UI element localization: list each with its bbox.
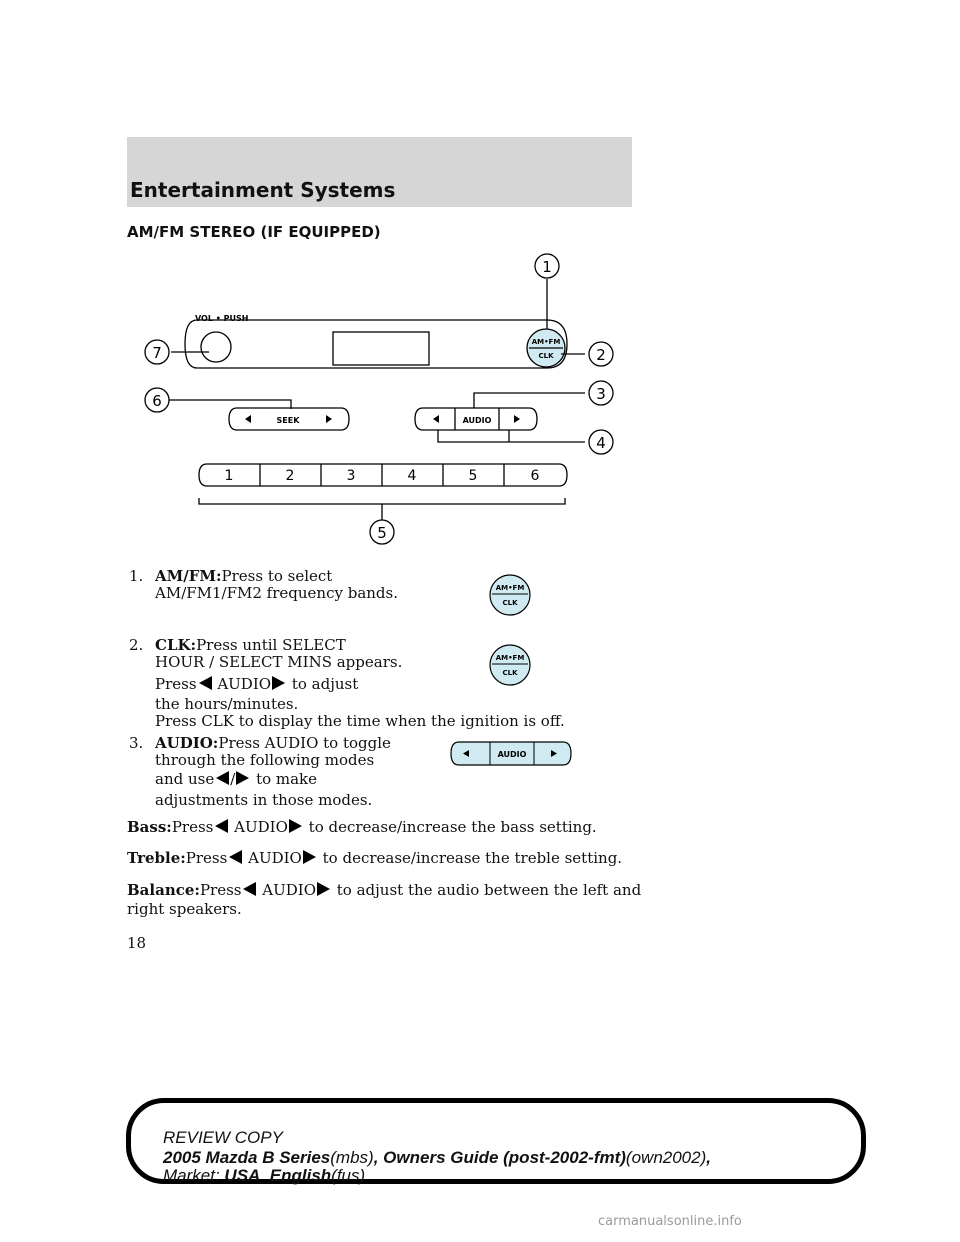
audio-label: AUDIO: [462, 416, 492, 425]
balance-line: Balance:Press AUDIO to adjust the audio between the left and: [127, 881, 642, 899]
svg-text:CLK: CLK: [502, 669, 518, 677]
callout-6: 6: [152, 392, 162, 410]
am-fm-clk-button-icon: [488, 643, 532, 687]
page-header-title: Entertainment Systems: [130, 178, 396, 202]
item2-line4: the hours/minutes.: [155, 695, 299, 713]
footer-review-copy: REVIEW COPY: [163, 1128, 283, 1147]
left-arrow-icon: [213, 818, 229, 834]
item3-line2: through the following modes: [155, 751, 375, 769]
item2-term: CLK:: [155, 636, 197, 654]
preset-bar: [199, 464, 567, 486]
left-arrow-icon: [197, 675, 213, 691]
page-number: 18: [127, 934, 147, 952]
audio-button-icon: [449, 741, 573, 766]
svg-text:AM•FM: AM•FM: [495, 654, 525, 662]
faceplate: [185, 320, 567, 368]
callout-7: 7: [152, 344, 162, 362]
am-fm-label: AM•FM: [531, 338, 561, 346]
item2-line3: Press AUDIO to adjust: [155, 675, 359, 693]
radio-diagram: [127, 246, 632, 556]
item1-term: AM/FM:: [155, 567, 222, 585]
preset-2-button[interactable]: 2: [285, 468, 295, 484]
right-arrow-icon: [235, 770, 251, 786]
item1-line2: AM/FM1/FM2 frequency bands.: [155, 584, 399, 602]
balance-line2: right speakers.: [127, 900, 242, 918]
item3-number: 3.: [129, 734, 144, 752]
bass-line: Bass:Press AUDIO to decrease/increase the bass setting.: [127, 818, 597, 836]
item3-line1: [155, 735, 391, 752]
callout-1: 1: [542, 258, 552, 276]
left-arrow-icon: [227, 849, 243, 865]
footer-market-line: Market: USA_English(fus): [163, 1166, 366, 1185]
preset-1-button[interactable]: 1: [224, 468, 234, 484]
callout-4: 4: [596, 434, 606, 452]
footer-model-line: 2005 Mazda B Series(mbs), Owners Guide (post-2002-fmt)(own2002),: [163, 1148, 711, 1167]
callout-5: 5: [377, 524, 387, 542]
item2-line5: Press CLK to display the time when the ignition is off.: [155, 712, 565, 730]
watermark: carmanualsonline.info: [598, 1214, 742, 1229]
item3-line3: and use / to make: [155, 770, 318, 788]
svg-text:CLK: CLK: [502, 599, 518, 607]
treble-line: Treble:Press AUDIO to decrease/increase the treble setting.: [127, 849, 623, 867]
preset-4-button[interactable]: 4: [407, 468, 417, 484]
right-arrow-icon: [288, 818, 304, 834]
left-arrow-icon: [214, 770, 230, 786]
item2-number: 2.: [129, 636, 144, 654]
preset-6-button[interactable]: 6: [530, 468, 540, 484]
item2-text: Press until SELECT: [196, 636, 346, 654]
am-fm-clk-button-icon: [488, 573, 532, 617]
item1-line1: [155, 568, 332, 585]
vol-push-label: VOL • PUSH: [195, 314, 249, 323]
item3-text: Press AUDIO to toggle: [218, 734, 391, 752]
right-arrow-icon: [271, 675, 287, 691]
item2-line1: [155, 637, 346, 654]
clk-label: CLK: [538, 352, 554, 360]
item1-text: Press to select: [221, 567, 333, 585]
callout-3: 3: [596, 385, 606, 403]
volume-knob[interactable]: [201, 332, 231, 362]
callout-2: 2: [596, 346, 606, 364]
display-window: [333, 332, 429, 365]
item3-line4: adjustments in those modes.: [155, 791, 373, 809]
item3-term: AUDIO:: [155, 734, 219, 752]
svg-text:AM•FM: AM•FM: [495, 584, 525, 592]
right-arrow-icon: [316, 881, 332, 897]
item1-number: 1.: [129, 567, 144, 585]
section-title: AM/FM STEREO (IF EQUIPPED): [127, 223, 381, 241]
seek-label: SEEK: [276, 416, 300, 425]
left-arrow-icon: [241, 881, 257, 897]
preset-3-button[interactable]: 3: [346, 468, 356, 484]
preset-5-button[interactable]: 5: [468, 468, 478, 484]
right-arrow-icon: [302, 849, 318, 865]
svg-text:AUDIO: AUDIO: [497, 750, 527, 759]
item2-line2: HOUR / SELECT MINS appears.: [155, 653, 403, 671]
